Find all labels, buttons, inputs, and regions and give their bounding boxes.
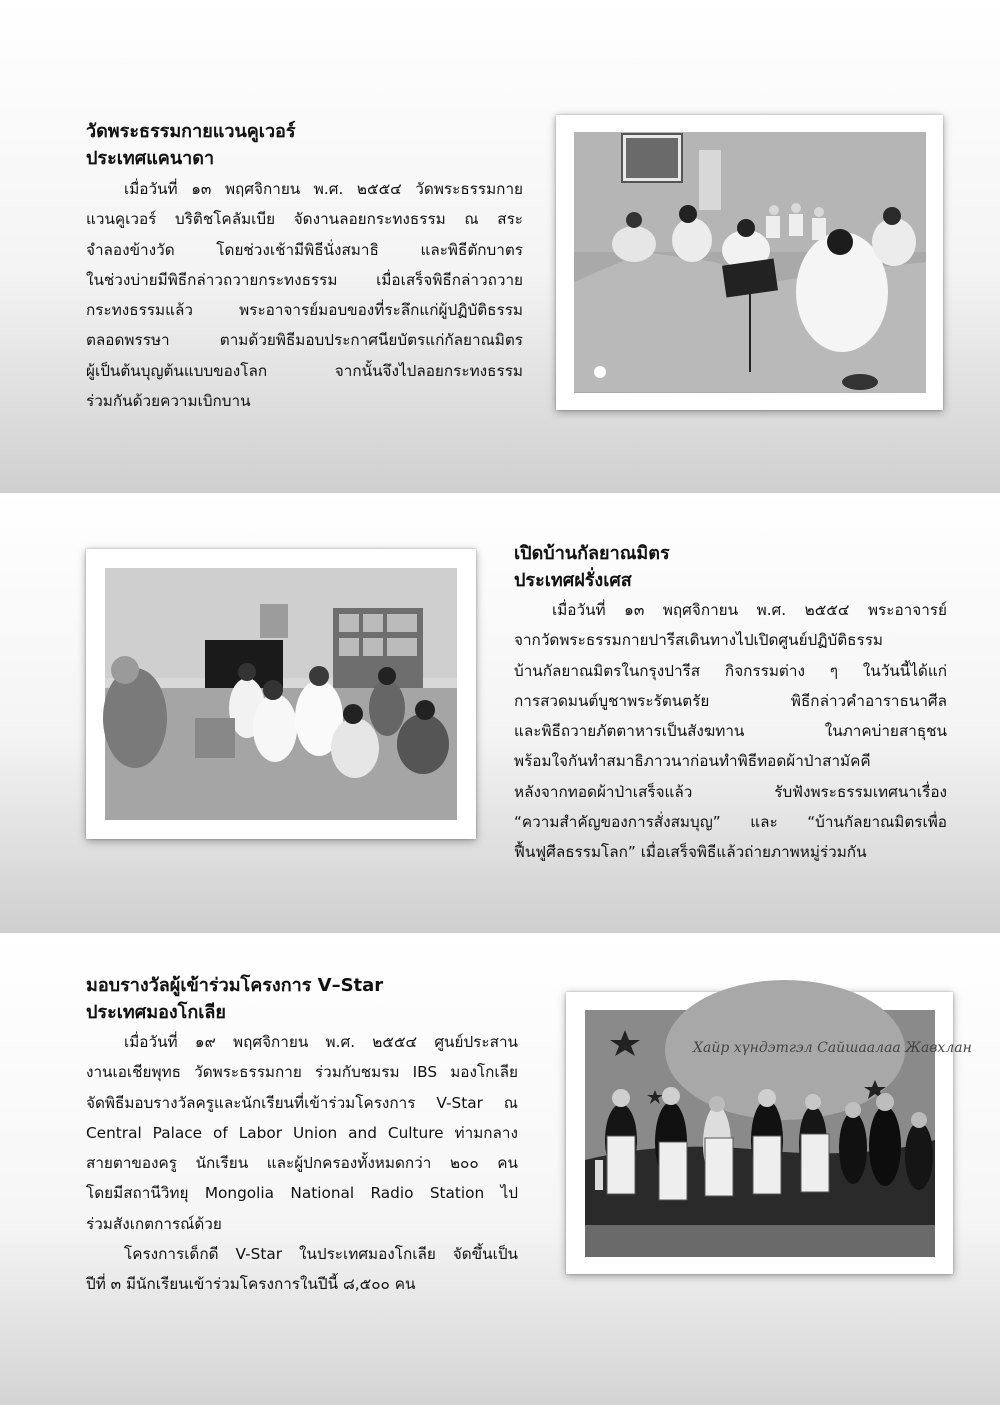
photo-frame (566, 992, 972, 1274)
article-title: เปิดบ้านกัลยาณมิตร (514, 543, 670, 564)
body-line: ฟื้นฟูศีลธรรมโลก” เมื่อเสร็จพิธีแล้วถ่ายภาพหมู่ร่วมกัน (514, 843, 867, 862)
body-line: ตลอดพรรษา ตามด้วยพิธีมอบประกาศนียบัตรแก่กัลยาณมิตร (86, 331, 523, 350)
body-line: ร่วมสังเกตการณ์ด้วย (86, 1214, 222, 1233)
article-body (86, 1027, 518, 1300)
photo-frame (86, 549, 476, 839)
body-line: “ความสำคัญของการสั่งสมบุญ” และ “บ้านกัลยาณมิตรเพื่อ (514, 813, 947, 832)
body-line: เมื่อวันที่ ๑๙ พฤศจิกายน พ.ศ. ๒๕๕๔ ศูนย์ประสาน (124, 1033, 518, 1051)
body-line: จากวัดพระธรรมกายปารีสเดินทางไปเปิดศูนย์ปฏิบัติธรรม (514, 631, 884, 650)
home-gathering-photo-icon (105, 568, 457, 820)
body-line: งานเอเชียพุทธ วัดพระธรรมกาย ร่วมกับชมรม IBS มองโกเลีย (86, 1063, 518, 1082)
body-line: เมื่อวันที่ ๑๓ พฤศจิกายน พ.ศ. ๒๕๕๔ พระอาจารย์ (552, 601, 947, 619)
article-vancouver (86, 118, 523, 416)
photo-frame (556, 115, 943, 410)
article-body (86, 174, 523, 416)
banner-text: Хайр хүндэтгэл Сайшаалаа Жавхлан (693, 1040, 972, 1056)
body-line: หลังจากทอดผ้าป่าเสร็จแล้ว รับฟังพระธรรมเทศนาเรื่อง (514, 782, 947, 801)
body-line: กระทงธรรมแล้ว พระอาจารย์มอบของที่ระลึกแก่ผู้ปฏิบัติธรรม (86, 301, 523, 320)
body-line: บ้านกัลยาณมิตรในกรุงปารีส กิจกรรมต่าง ๆ ในวันนี้ได้แก่ (514, 661, 947, 680)
body-line: โครงการเด็กดี V-Star ในประเทศมองโกเลีย จัดขึ้นเป็น (124, 1245, 518, 1264)
body-line: และพิธีถวายภัตตาหารเป็นสังฆทาน ในภาคบ่ายสาธุชน (514, 722, 947, 741)
body-line: Central Palace of Labor Union and Culture ท่ามกลาง (86, 1123, 518, 1142)
body-line: พร้อมใจกันทำสมาธิภาวนาก่อนทำพิธีทอดผ้าป่าสามัคคี (514, 752, 871, 771)
body-line: ในช่วงบ่ายมีพิธีกล่าวถวายกระทงธรรม เมื่อเสร็จพิธีกล่าวถวาย (86, 270, 523, 289)
article-country: ประเทศมองโกเลีย (86, 1002, 226, 1023)
body-line: เมื่อวันที่ ๑๓ พฤศจิกายน พ.ศ. ๒๕๕๔ วัดพระธรรมกาย (124, 180, 523, 198)
article-mongolia (86, 972, 518, 1300)
body-line: การสวดมนต์บูชาพระรัตนตรัย พิธีกล่าวคำอาราธนาศีล (514, 691, 947, 710)
body-line: ร่วมกันด้วยความเบิกบาน (86, 392, 251, 411)
body-line: จำลองข้างวัด โดยช่วงเช้ามีพิธีนั่งสมาธิ และพิธีตักบาตร (86, 240, 523, 259)
article-title: วัดพระธรรมกายแวนคูเวอร์ (86, 121, 296, 142)
article-country: ประเทศฝรั่งเศส (514, 570, 632, 591)
ceremony-photo-icon (574, 132, 926, 393)
body-line: ผู้เป็นต้นบุญต้นแบบของโลก จากนั้นจึงไปลอยกระทงธรรม (86, 361, 523, 380)
body-line: ปีที่ ๓ มีนักเรียนเข้าร่วมโครงการในปีนี้ ๘,๕๐๐ คน (86, 1275, 416, 1294)
body-line: สายตาของครู นักเรียน และผู้ปกครองทั้งหมดกว่า ๒๐๐ คน (86, 1154, 518, 1173)
article-body (514, 595, 947, 868)
award-ceremony-photo-icon (585, 1010, 972, 1257)
article-paris (514, 540, 947, 868)
article-title: มอบรางวัลผู้เข้าร่วมโครงการ V–Star (86, 975, 384, 996)
article-country: ประเทศแคนาดา (86, 148, 215, 169)
body-line: แวนคูเวอร์ บริติชโคลัมเบีย จัดงานลอยกระทงธรรม ณ สระ (86, 210, 523, 229)
body-line: จัดพิธีมอบรางวัลครูและนักเรียนที่เข้าร่วมโครงการ V-Star ณ (86, 1093, 518, 1112)
body-line: โดยมีสถานีวิทยุ Mongolia National Radio Station ไป (86, 1184, 518, 1203)
